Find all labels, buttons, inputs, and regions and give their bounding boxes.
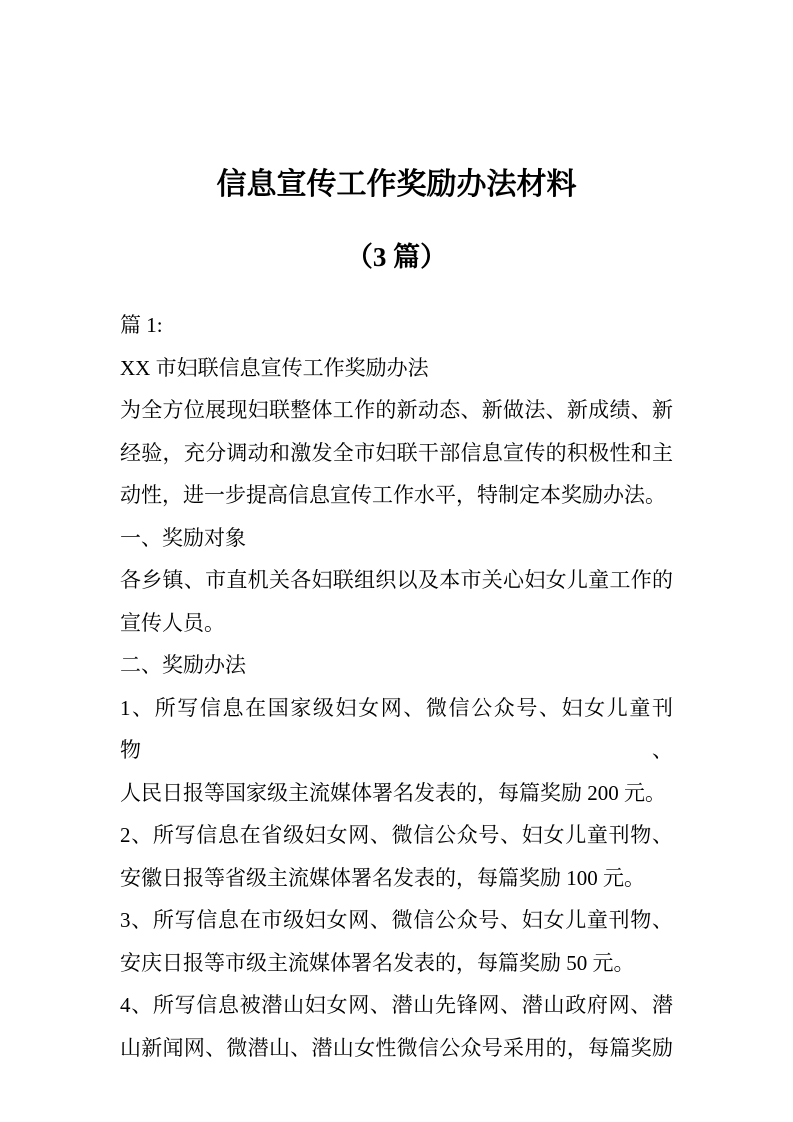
text-line: 2、所写信息在省级妇女网、微信公众号、妇女儿童刊物、 (120, 823, 673, 847)
document-title: 信息宣传工作奖励办法材料 (216, 168, 577, 201)
text-line: 为全方位展现妇联整体工作的新动态、新做法、新成绩、新 (120, 398, 673, 422)
text-line: 4、所写信息被潜山妇女网、潜山先锋网、潜山政府网、潜 (120, 993, 673, 1017)
text-line: 各乡镇、市直机关各妇联组织以及本市关心妇女儿童工作的 (120, 568, 673, 592)
text-line: 动性，进一步提高信息宣传工作水平，特制定本奖励办法。 (120, 483, 666, 507)
text-line: 人民日报等国家级主流媒体署名发表的，每篇奖励 200 元。 (120, 780, 666, 805)
document-subtitle: （3 篇） (345, 242, 448, 272)
text-line: 经验，充分调动和激发全市妇联干部信息宣传的积极性和主 (120, 440, 673, 465)
text-line: 安庆日报等市级主流媒体署名发表的，每篇奖励 50 元。 (120, 950, 635, 975)
text-line: 篇 1: (120, 313, 163, 337)
document-body (120, 304, 673, 1069)
text-line: XX 市妇联信息宣传工作奖励办法 (120, 355, 429, 380)
text-line: 一、奖励对象 (120, 525, 246, 550)
text-line: 安徽日报等省级主流媒体署名发表的，每篇奖励 100 元。 (120, 865, 645, 890)
text-line: 山新闻网、微潜山、潜山女性微信公众号采用的，每篇奖励 (120, 1035, 673, 1060)
text-line: 二、奖励办法 (120, 653, 246, 677)
text-line: 1、所写信息在国家级妇女网、微信公众号、妇女儿童刊物、 (120, 695, 673, 762)
text-line: 3、所写信息在市级妇女网、微信公众号、妇女儿童刊物、 (120, 908, 673, 932)
text-line: 宣传人员。 (120, 610, 225, 635)
